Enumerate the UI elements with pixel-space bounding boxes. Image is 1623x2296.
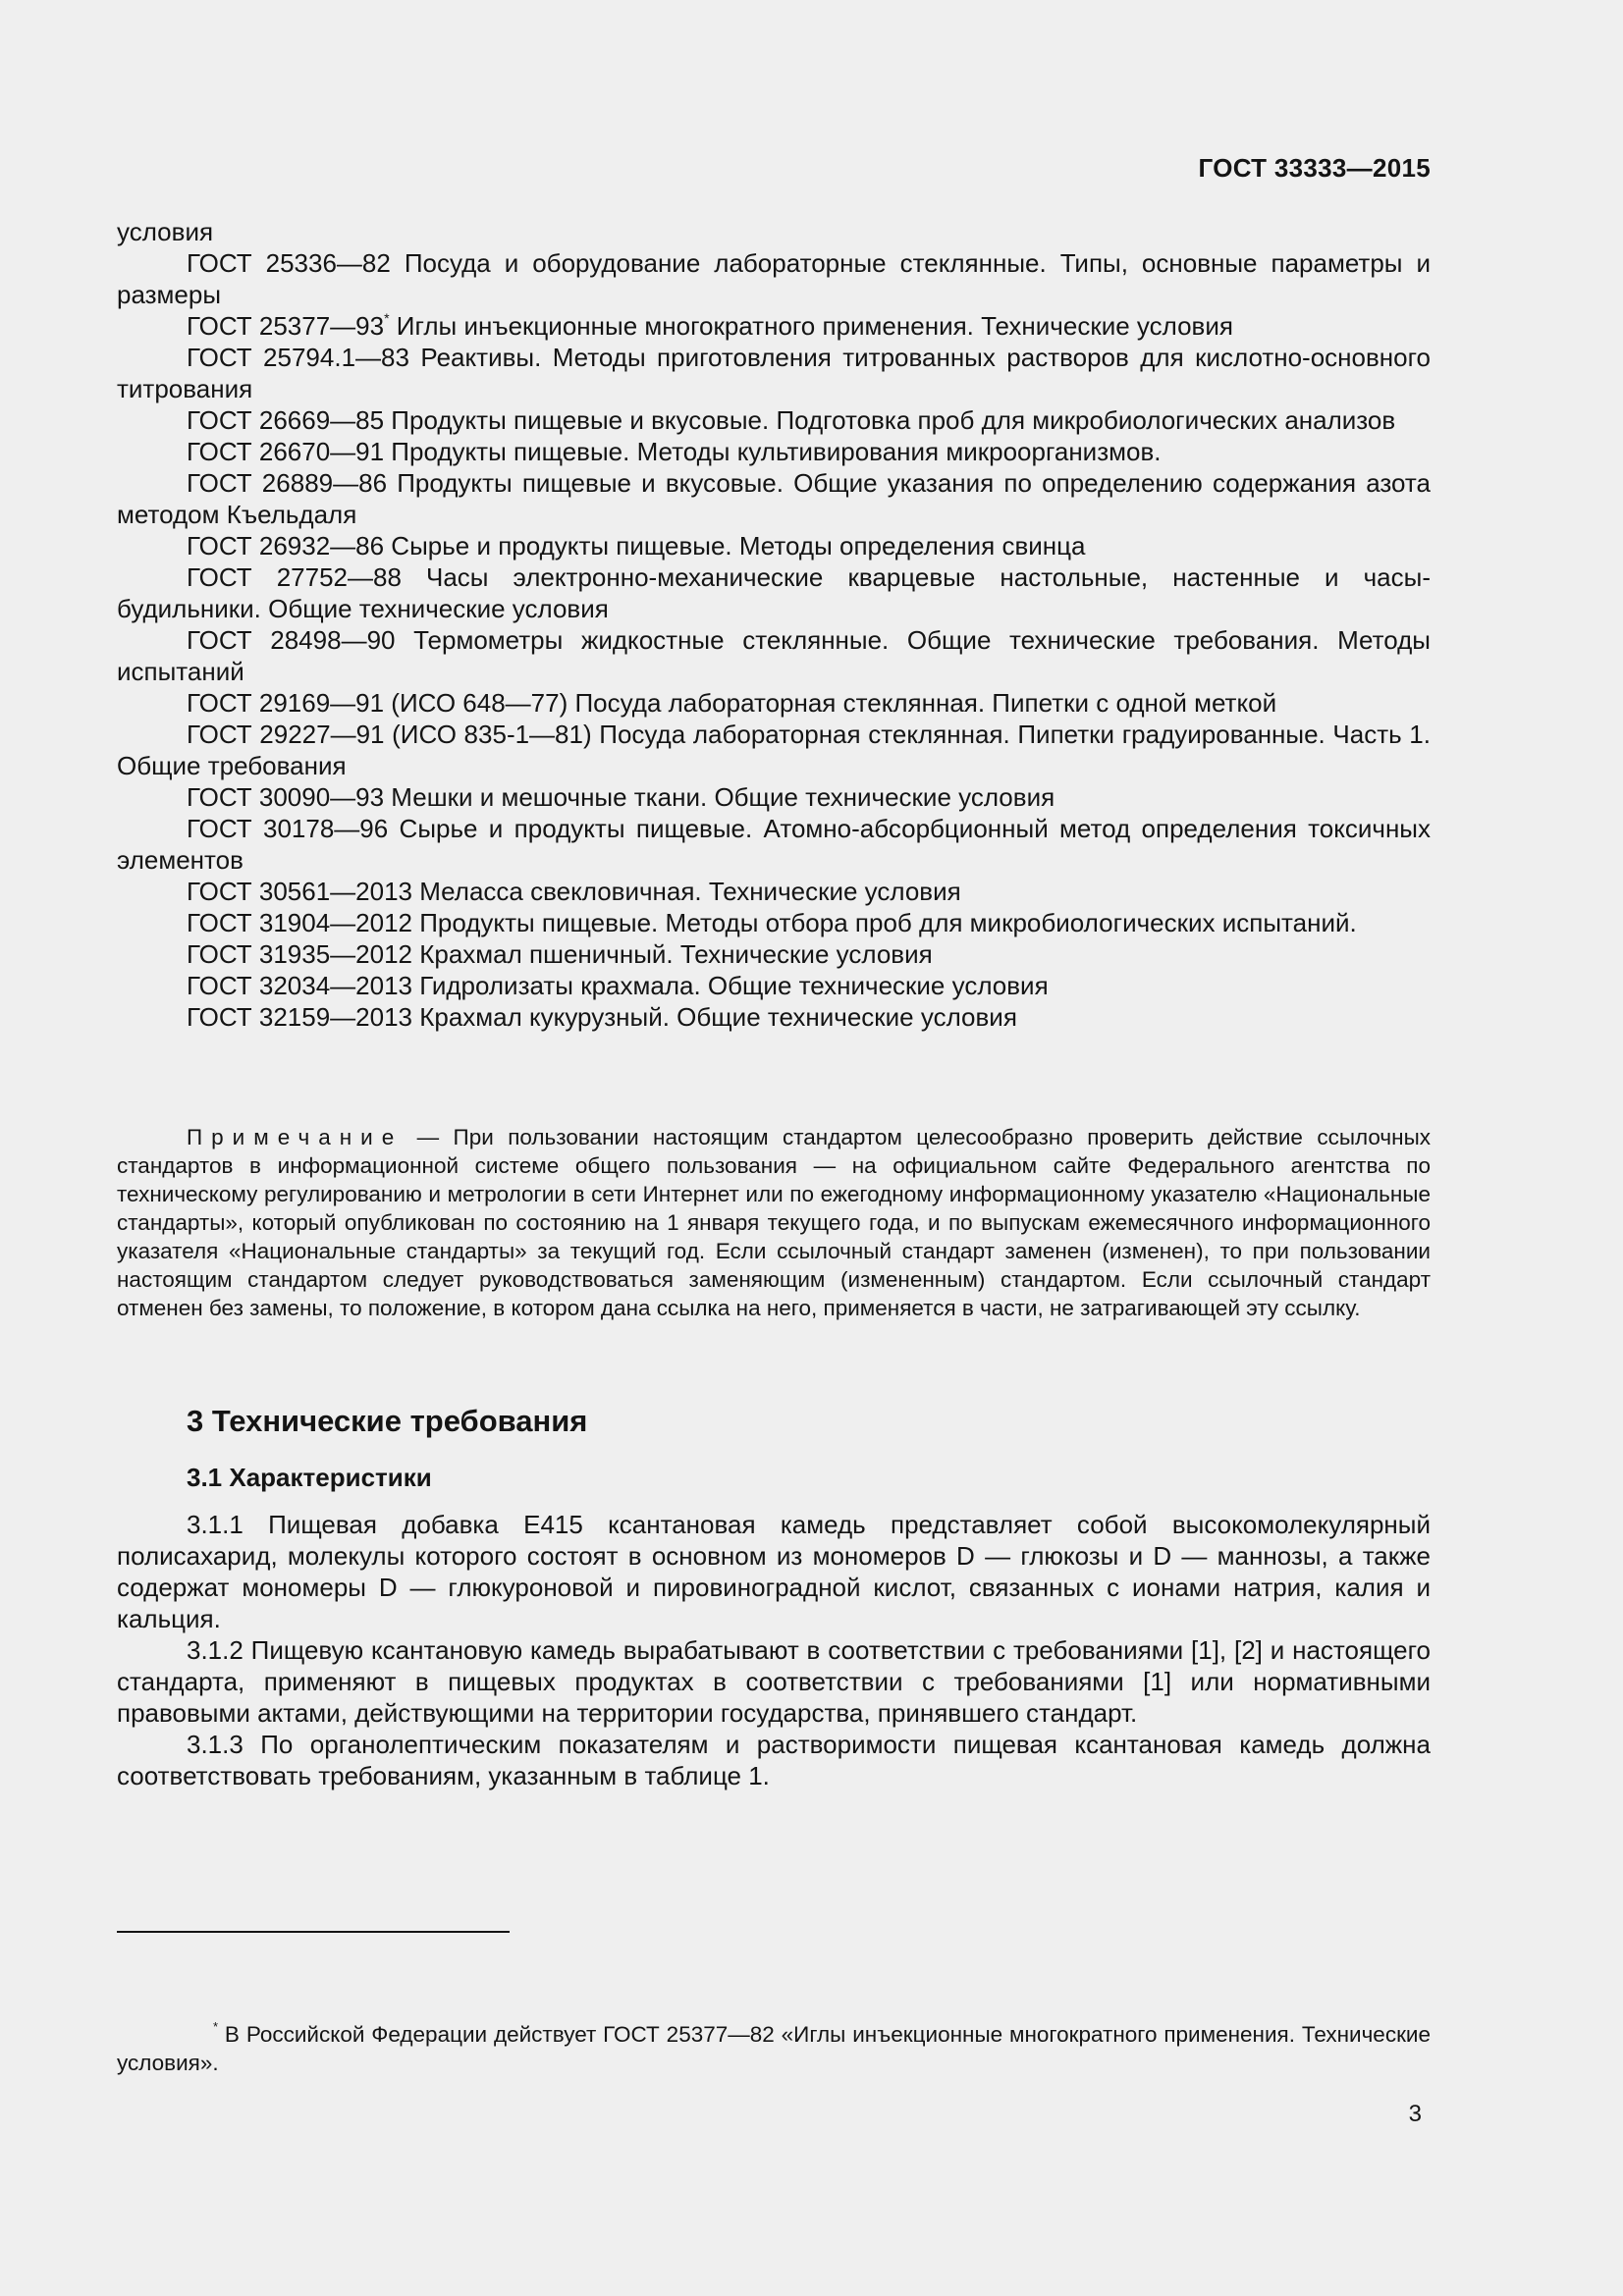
reference-item: ГОСТ 30178—96 Сырье и продукты пищевые. Атомно-абсорбционный метод определения токсичных элементов [117,814,1431,875]
reference-item: ГОСТ 29227—91 (ИСО 835-1—81) Посуда лабораторная стеклянная. Пипетки градуированные. Часть 1. Общие требования [117,720,1431,780]
reference-item: ГОСТ 30561—2013 Меласса свекловичная. Технические условия [187,877,961,906]
reference-item: ГОСТ 27752—88 Часы электронно-механические кварцевые настольные, настенные и часы-будильники. Общие технические условия [117,562,1431,623]
footnote-mark: * [213,2019,219,2034]
reference-item: ГОСТ 28498—90 Термометры жидкостные стеклянные. Общие технические требования. Методы испытаний [117,625,1431,686]
clause-paragraph: 3.1.1 Пищевая добавка Е415 ксантановая камедь представляет собой высокомолекулярный полисахарид, молекулы которого состоят в основном из мономеров D — глюкозы и D — маннозы, а также содержат мономеры D — глюкуроновой и пировиноградной кислот, связанных с ионами натрия, калия и кальция. [117,1510,1431,1633]
normative-references-list [117,216,1431,1033]
reference-item: ГОСТ 26889—86 Продукты пищевые и вкусовые. Общие указания по определению содержания азота методом Къельдаля [117,468,1431,529]
footnote [117,2020,1431,2077]
reference-continuation: условия [117,217,214,246]
section-title: 3 Технические требования [187,1404,588,1438]
reference-item [117,310,1431,342]
reference-title: Иглы инъекционные многократного применения. Технические условия [389,311,1233,341]
subsection-title: 3.1 Характеристики [187,1463,432,1492]
footnote-divider [117,1931,510,1933]
reference-item: ГОСТ 32159—2013 Крахмал кукурузный. Общие технические условия [187,1002,1017,1032]
footnote-text: В Российской Федерации действует ГОСТ 25377—82 «Иглы инъекционные многократного применения. Технические условия». [117,2022,1431,2075]
standard-header: ГОСТ 33333—2015 [1198,153,1431,183]
reference-code: ГОСТ 25377—93 [187,311,385,341]
reference-item: ГОСТ 29169—91 (ИСО 648—77) Посуда лабораторная стеклянная. Пипетки с одной меткой [187,688,1277,718]
section-body [117,1509,1431,1791]
clause-paragraph: 3.1.3 По органолептическим показателям и растворимости пищевая ксантановая камедь должна соответствовать требованиям, указанным в таблице 1. [117,1730,1431,1790]
note-label: Примечание [187,1125,404,1149]
reference-item: ГОСТ 25794.1—83 Реактивы. Методы приготовления титрованных растворов для кислотно-основного титрования [117,343,1431,403]
note-paragraph [117,1123,1431,1322]
reference-item: ГОСТ 32034—2013 Гидролизаты крахмала. Общие технические условия [187,971,1049,1000]
page-number: 3 [1408,2101,1422,2127]
reference-item: ГОСТ 26669—85 Продукты пищевые и вкусовые. Подготовка проб для микробиологических анализов [187,405,1396,435]
note-text: — При пользовании настоящим стандартом целесообразно проверить действие ссылочных стандартов в информационной системе общего пользования — на официальном сайте Федерального агентства по техническому регулированию и метрологии в сети Интернет или по ежегодному информационному указателю «Национальные стандарты», который опубликован по состоянию на 1 января текущего года, и по выпускам ежемесячного информационного указателя «Национальные стандарты» за текущий год. Если ссылочный стандарт заменен (изменен), то при пользовании настоящим стандартом следует руководствоваться заменяющим (измененным) стандартом. Если ссылочный стандарт отменен без замены, то положение, в котором дана ссылка на него, применяется в части, не затрагивающей эту ссылку. [117,1125,1431,1320]
reference-item: ГОСТ 25336—82 Посуда и оборудование лабораторные стеклянные. Типы, основные параметры и размеры [117,248,1431,309]
footnote-mark: * [384,310,390,326]
reference-item: ГОСТ 26670—91 Продукты пищевые. Методы культивирования микроорганизмов. [187,437,1162,466]
reference-item: ГОСТ 30090—93 Мешки и мешочные ткани. Общие технические условия [187,782,1055,812]
reference-item: ГОСТ 26932—86 Сырье и продукты пищевые. Методы определения свинца [187,531,1086,561]
reference-item: ГОСТ 31935—2012 Крахмал пшеничный. Технические условия [187,939,933,969]
reference-item: ГОСТ 31904—2012 Продукты пищевые. Методы отбора проб для микробиологических испытаний. [187,908,1357,937]
clause-paragraph: 3.1.2 Пищевую ксантановую камедь вырабатывают в соответствии с требованиями [1], [2] и настоящего стандарта, применяют в пищевых продуктах в соответствии с требованиями [1] или нормативными правовыми актами, действующими на территории государства, принявшего стандарт. [117,1635,1431,1728]
